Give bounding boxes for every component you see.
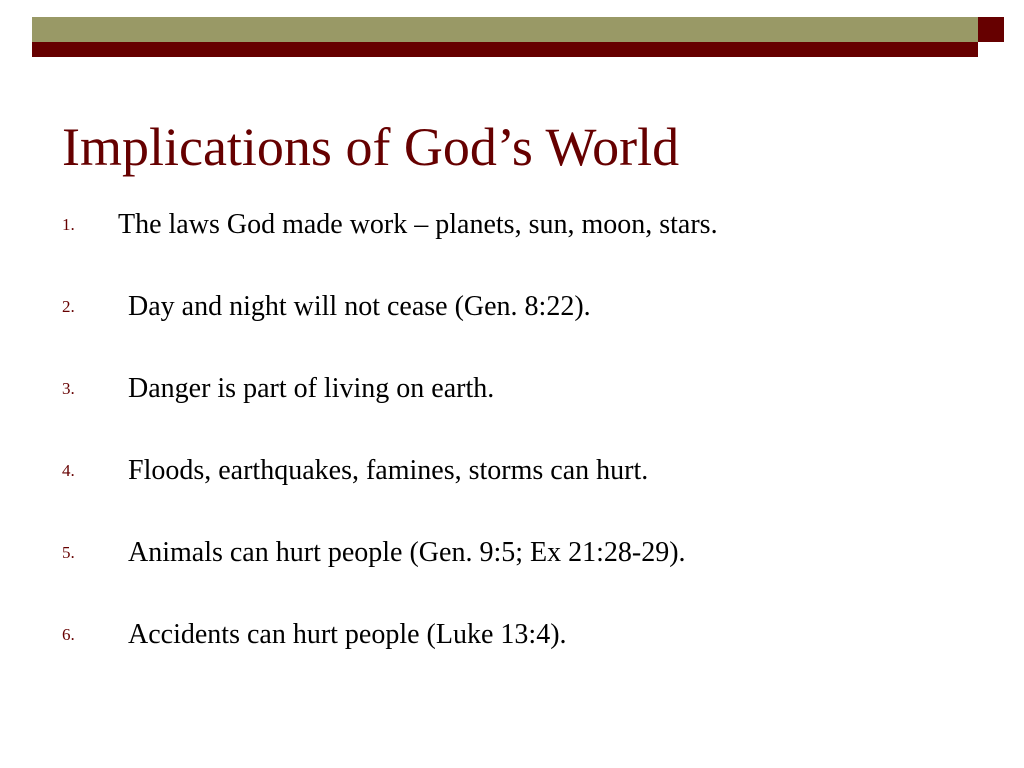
list-item-text: Animals can hurt people (Gen. 9:5; Ex 21:28-29). (128, 537, 686, 568)
list-item-text: The laws God made work – planets, sun, moon, stars. (118, 209, 718, 240)
header-corner-square (978, 17, 1004, 42)
header-band-maroon (32, 42, 978, 57)
list-item-text: Floods, earthquakes, famines, storms can hurt. (128, 455, 649, 486)
list-item-number: 5. (62, 543, 75, 562)
list-item-number: 1. (62, 215, 75, 234)
list-item-text: Accidents can hurt people (Luke 13:4). (128, 619, 567, 650)
list-item-text: Danger is part of living on earth. (128, 373, 495, 404)
slide-title: Implications of God’s World (62, 117, 680, 177)
list-item-number: 4. (62, 461, 75, 480)
header-band-olive (32, 17, 1004, 42)
list-item-number: 6. (62, 625, 75, 644)
list-item-text: Day and night will not cease (Gen. 8:22). (128, 291, 591, 322)
list-item-number: 2. (62, 297, 75, 316)
list-item-number: 3. (62, 379, 75, 398)
